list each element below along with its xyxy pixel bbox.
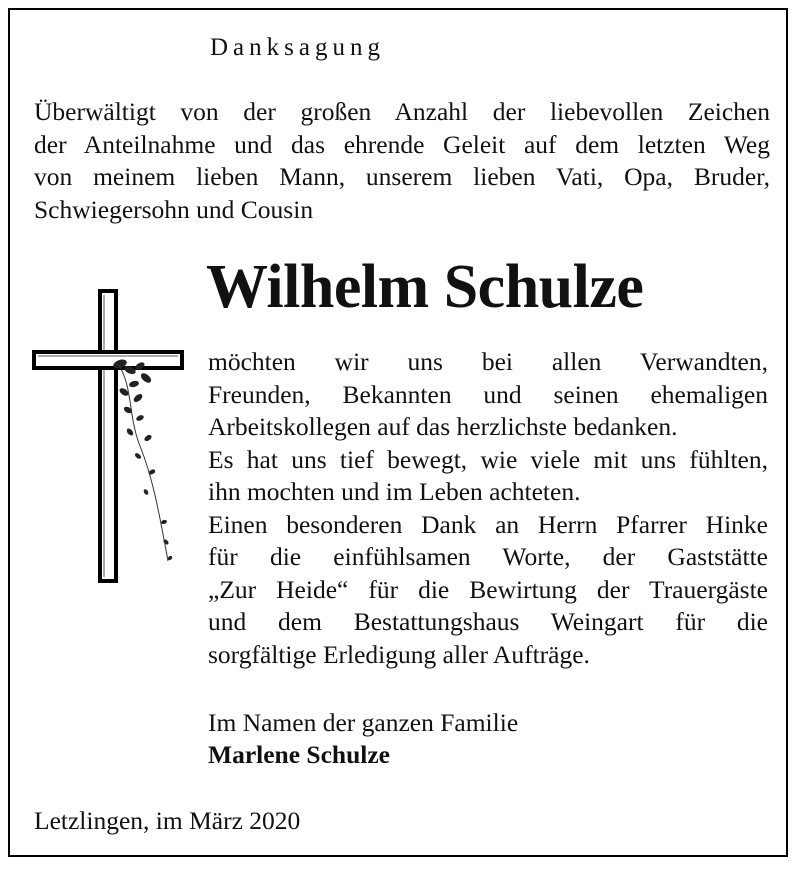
body-line: ihn mochten und im Leben achteten. bbox=[208, 477, 581, 506]
body-line: Einen besonderen Dank an Herrn Pfarrer Hinke bbox=[208, 509, 768, 539]
intro-line: der Anteilnahme und das ehrende Geleit auf dem letzten Weg bbox=[34, 129, 770, 159]
body-line: sorgfältige Erledigung aller Aufträge. bbox=[208, 639, 590, 669]
heading: Danksagung bbox=[210, 34, 385, 61]
body-line: „Zur Heide“ für die Bewirtung der Trauergäste bbox=[208, 574, 768, 604]
thanks-paragraph bbox=[208, 346, 768, 671]
deceased-name: Wilhelm Schulze bbox=[206, 253, 644, 321]
body-line: Freunden, Bekannten und seinen ehemaligen bbox=[208, 379, 768, 409]
body-line: Es hat uns tief bewegt, wie viele mit uns fühlten, bbox=[208, 444, 768, 474]
body-line: Arbeitskollegen auf das herzlichste bedanken. bbox=[208, 412, 678, 441]
intro-line: von meinem lieben Mann, unserem lieben Vati, Opa, Bruder, bbox=[34, 162, 770, 191]
cross-with-leaves-icon bbox=[28, 286, 188, 586]
signature-name: Marlene Schulze bbox=[208, 740, 390, 769]
intro-line: Überwältigt von der großen Anzahl der liebevollen Zeichen bbox=[34, 97, 770, 126]
intro-line: Schwiegersohn und Cousin bbox=[34, 194, 314, 224]
intro-paragraph bbox=[34, 96, 770, 226]
body-line: für die einfühlsamen Worte, der Gaststätte bbox=[208, 542, 768, 571]
place-date: Letzlingen, im März 2020 bbox=[34, 806, 301, 835]
signature-on-behalf: Im Namen der ganzen Familie bbox=[208, 708, 519, 737]
obituary-notice bbox=[8, 8, 788, 857]
body-line: möchten wir uns bei allen Verwandten, bbox=[208, 347, 768, 376]
body-line: und dem Bestattungshaus Weingart für die bbox=[208, 607, 768, 636]
